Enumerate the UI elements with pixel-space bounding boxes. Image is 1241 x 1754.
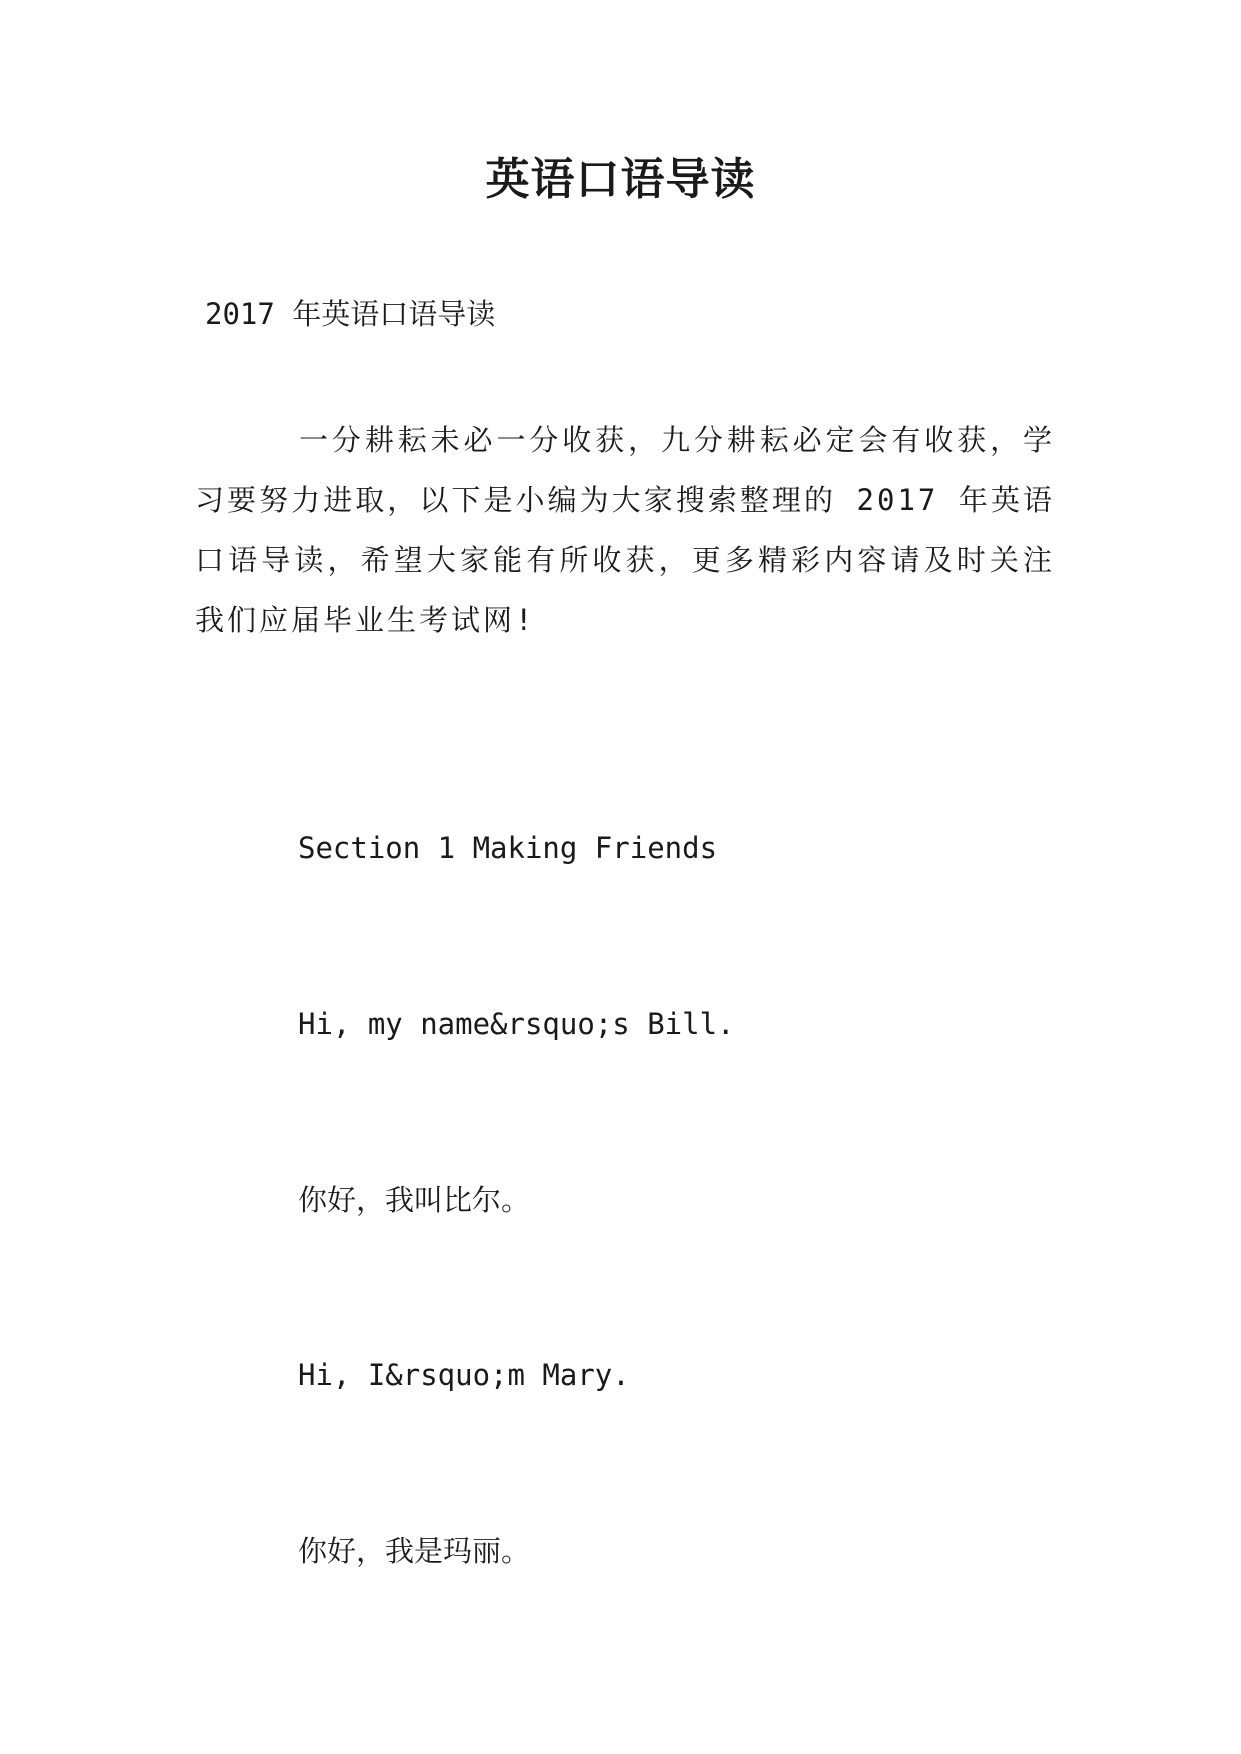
dialogue-line-chinese: 你好，我叫比尔。	[298, 1183, 531, 1217]
intro-paragraph: 一分耕耘未必一分收获，九分耕耘必定会有收获，学习要努力进取，以下是小编为大家搜索整理的 2017 年英语口语导读，希望大家能有所收获，更多精彩内容请及时关注我们应届毕业生考试网!	[195, 423, 1055, 637]
dialogue-line-english: Hi, I&rsquo;m Mary.	[298, 1358, 630, 1392]
section-heading: Section 1 Making Friends	[298, 831, 718, 865]
dialogue-line-english: Hi, my name&rsquo;s Bill.	[298, 1007, 735, 1041]
document-subtitle: 2017 年英语口语导读	[205, 297, 496, 331]
page-title: 英语口语导读	[485, 154, 756, 205]
dialogue-line-chinese: 你好，我是玛丽。	[298, 1534, 531, 1568]
